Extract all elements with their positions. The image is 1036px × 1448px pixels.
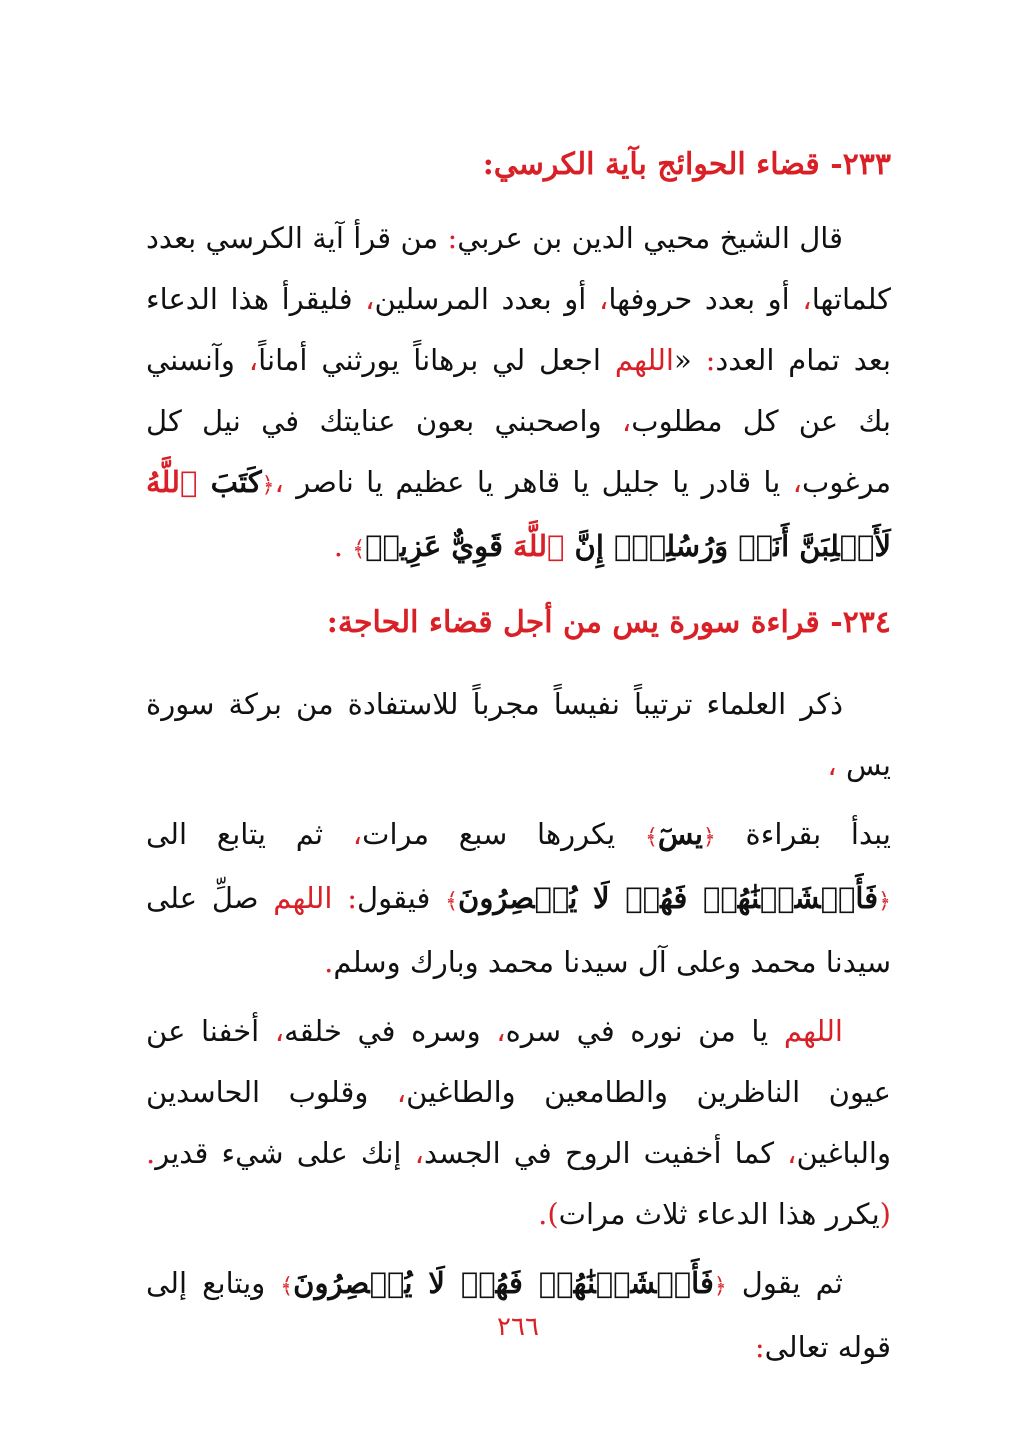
colon-mark: : [447,221,458,255]
comma-mark: ، [802,282,812,316]
comma-mark: ، [365,282,375,316]
quran-bracket-close: ﴾ [352,537,366,562]
text-run: يكررها سبع مرات [362,817,645,851]
paragraph-supplication [146,1001,891,1245]
comma-mark: ، [792,465,803,499]
comma-mark: ، [274,1014,285,1048]
text-run: اجعل لي برهاناً يورثني أماناً [258,343,615,377]
text-run: فيقول [357,881,446,915]
text-run: كما أخفيت الروح في الجسد [423,1136,788,1170]
quran-bracket-open: ﴿ [261,473,275,498]
comma-mark: ، [621,404,632,438]
divine-name: ٱللَّهَ [513,529,565,563]
text-run: صلِّ على سيدنا محمد وعلى آل سيدنا محمد وبارك وسلم [146,881,891,979]
quran-verse-part: كَتَبَ [197,465,262,499]
colon-mark: : [705,343,716,377]
text-run: ذكر العلماء ترتيباً نفيساً مجرباً للاستفادة من بركة سورة يس [146,687,891,782]
quran-verse: يسٓ [657,817,703,851]
paren-close: ) [547,1197,559,1231]
text-run: وسره في خلقه [284,1014,497,1048]
section-heading-234: ٢٣٤- قراءة سورة يس من أجل قضاء الحاجة: [326,605,891,640]
text-run: يا من نوره في سره [505,1014,784,1048]
text-run: يبدأ بقراءة [715,817,891,851]
text-run: من قرأ آية الكرسي بعدد كلماتها [146,221,891,316]
quran-verse-part: قَوِيٌّ عَزِيزٞ [365,529,514,563]
text-run: « [674,343,706,377]
divine-name: ٱللَّهُ [146,465,198,499]
quran-bracket-open: ﴿ [713,1274,727,1299]
text-run: ثم يتابع الى [146,817,353,851]
paragraph-intro-yasin [146,674,891,796]
comma-mark: ، [598,282,609,316]
full-stop: . [146,1136,156,1170]
text-run: يكرر هذا الدعاء ثلاث مرات [558,1197,880,1231]
comma-mark: ، [274,465,284,499]
text-run: ثم يقول [726,1266,843,1300]
paragraph-yasin-method [146,804,891,993]
quran-bracket-close: ﴾ [280,1274,294,1299]
comma-mark: ، [248,343,259,377]
colon-mark: : [754,1330,765,1364]
full-stop: . [333,529,353,563]
page-number: ٢٦٦ [497,1312,539,1342]
comma-mark: ، [414,1136,424,1170]
comma-mark: ، [787,1136,797,1170]
comma-mark: ، [827,748,846,782]
quran-verse: فَأَغۡشَيۡنَٰهُمۡ فَهُمۡ لَا يُبۡصِرُونَ [458,881,879,915]
quran-bracket-close: ﴾ [445,889,459,914]
text-run: إنك على شيء قدير [155,1136,415,1170]
quran-bracket-open: ﴿ [878,889,891,914]
text-run: وقلوب الحاسدين والباغين [146,1075,891,1170]
text-run: فليقرأ هذا الدعاء بعد تمام العدد [146,282,891,377]
quran-verse: فَأَغۡشَيۡنَٰهُمۡ فَهُمۡ لَا يُبۡصِرُونَ [293,1266,714,1300]
text-run: يا قادر يا جليل يا قاهر يا عظيم يا ناصر [283,465,793,499]
text-run: أخفنا عن عيون الناظرين والطامعين والطاغين [146,1014,891,1109]
colon-mark: : [347,881,358,915]
paragraph-ayat-kursi [146,208,891,580]
page-body [146,130,891,1378]
text-run: أو بعدد حروفها [608,282,803,316]
comma-mark: ، [396,1075,407,1109]
allahumma-word: اللهم [273,881,348,915]
full-stop: . [538,1197,548,1231]
paren-open: ( [879,1197,891,1231]
text-run: ويتابع إلى قوله تعالى [146,1266,891,1364]
section-heading-233: ٢٣٣- قضاء الحوائج بآية الكرسي: [482,147,891,182]
comma-mark: ، [496,1014,506,1048]
comma-mark: ، [352,817,363,851]
text-run: وآنسني بك عن كل مطلوب [146,343,891,438]
allahumma-word: اللهم [783,1014,843,1048]
text-run: أو بعدد المرسلين [374,282,599,316]
allahumma-word: اللهم [614,343,674,377]
text-run: قال الشيخ محيي الدين بن عربي [457,221,844,255]
text-run: واصحبني بعون عنايتك في نيل كل مرغوب [146,404,891,499]
quran-verse-part: لَأَغۡلِبَنَّ أَنَا۠ وَرُسُلِيٓۚ إِنَّ [564,529,891,563]
quran-bracket-open: ﴿ [702,825,716,850]
full-stop: . [324,945,334,979]
quran-bracket-close: ﴾ [644,825,658,850]
